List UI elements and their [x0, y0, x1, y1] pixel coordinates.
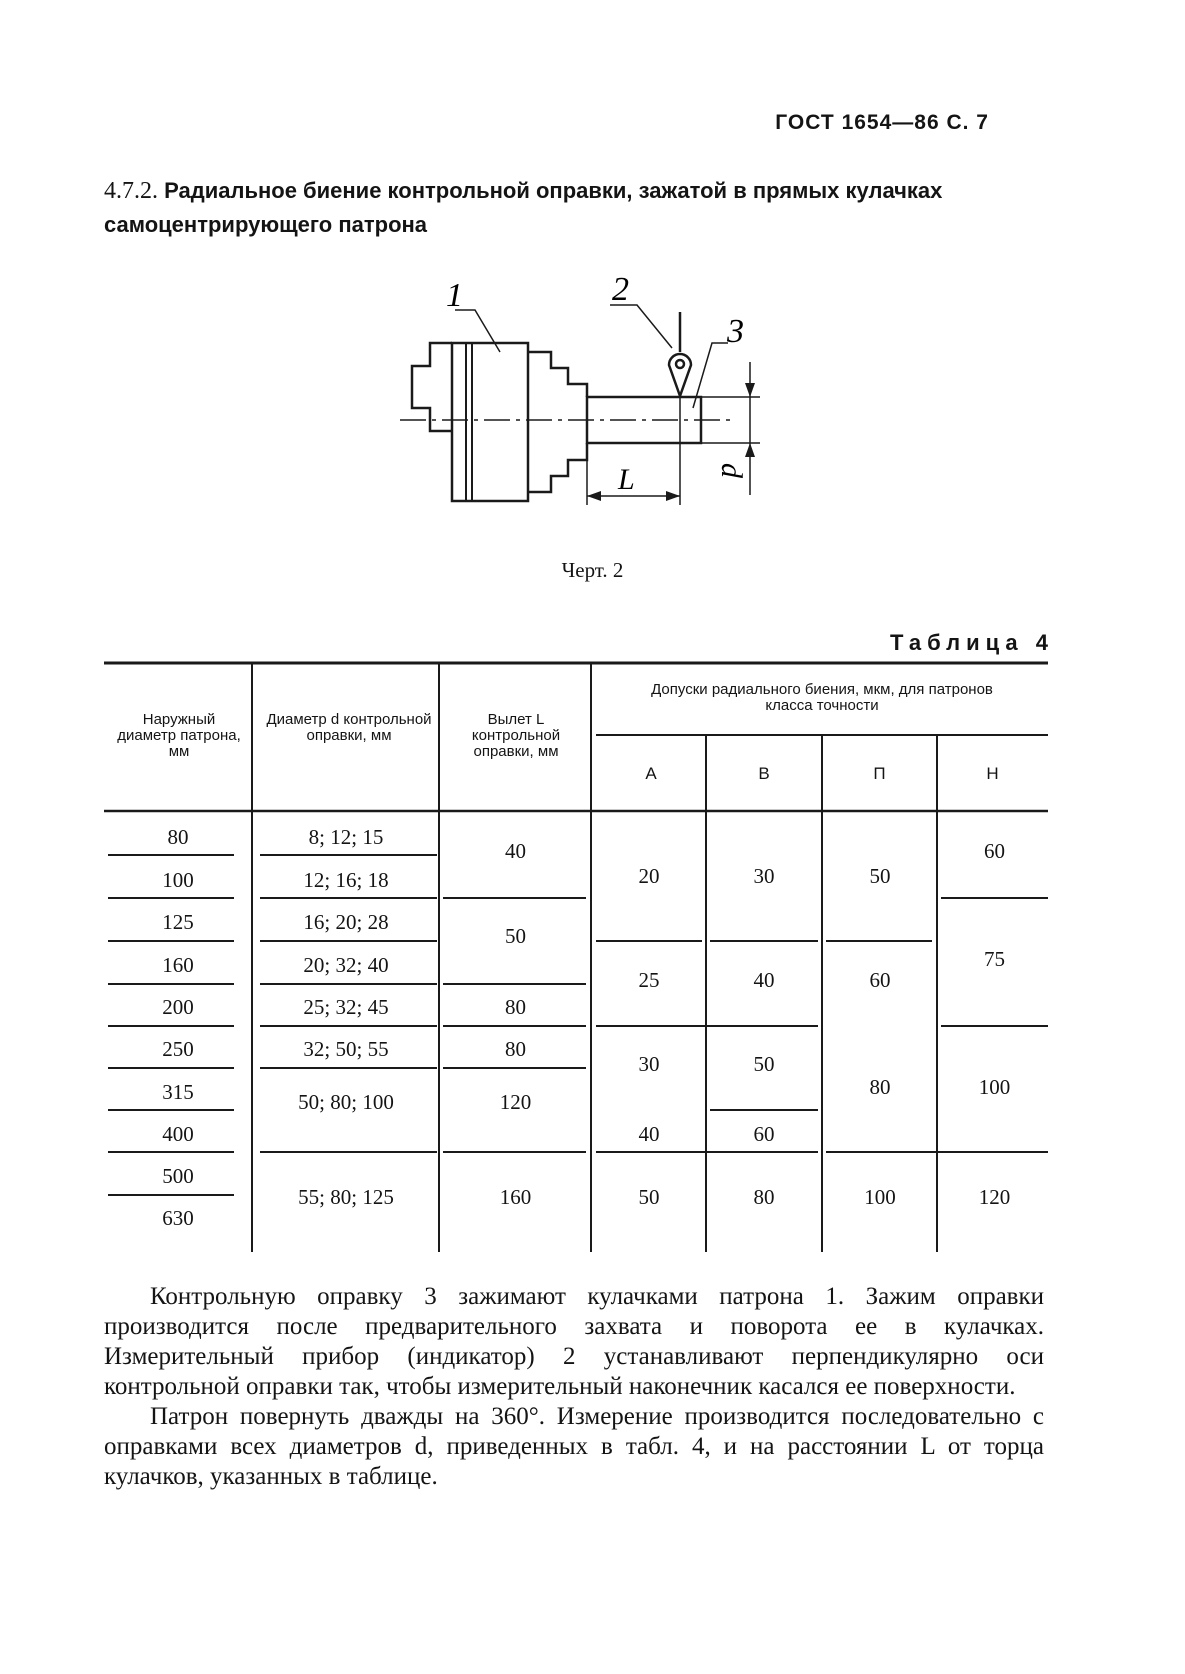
page-reference: ГОСТ 1654—86 С. 7 [775, 111, 989, 134]
cell-outer-diameter: 500 [162, 1164, 194, 1188]
cell-class-h: 75 [984, 947, 1005, 971]
table-label: Таблица 4 [889, 630, 1054, 655]
cell-mandrel-diameter: 32; 50; 55 [303, 1037, 389, 1061]
cell-mandrel-diameter: 8; 12; 15 [308, 825, 384, 849]
cell-class-a: 25 [638, 968, 660, 992]
figure-caption: Черт. 2 [561, 558, 624, 582]
header-tolerance-group: Допуски радиального биения, мкм, для патронов класса точности [651, 681, 993, 714]
cell-class-b: 60 [753, 1122, 775, 1146]
label-dim-L: L [618, 463, 635, 496]
cell-overhang: 80 [505, 1037, 526, 1061]
label-part-3: 3 [727, 313, 744, 350]
cell-outer-diameter: 80 [167, 825, 189, 849]
cell-class-b: 80 [753, 1185, 775, 1209]
header-overhang: Вылет L контрольной оправки, мм [471, 711, 561, 760]
header-class-a: А [645, 764, 657, 783]
cell-overhang: 80 [505, 995, 526, 1019]
label-part-2: 2 [612, 271, 629, 308]
label-part-1: 1 [446, 277, 463, 314]
cell-class-b: 40 [753, 968, 775, 992]
header-class-h: Н [986, 764, 999, 783]
cell-outer-diameter: 630 [162, 1206, 194, 1230]
section-title: Радиальное биение контрольной оправки, зажатой в прямых кулачках самоцентрирующего патрона [104, 178, 943, 237]
cell-overhang: 40 [505, 839, 526, 863]
cell-class-b: 50 [753, 1052, 775, 1076]
paragraph: Контрольную оправку 3 зажимают кулачками патрона 1. Зажим оправки производится после предварительного захвата и поворота ее в кулачках. Измерительный прибор (индикатор) 2 устанавливают перпендикулярно оси контрольной оправки так, чтобы измерительный наконечник касался ее поверхности. [104, 1283, 1044, 1400]
cell-overhang: 120 [499, 1090, 532, 1114]
cell-class-h: 120 [978, 1185, 1011, 1209]
cell-class-b: 30 [753, 864, 775, 888]
cell-outer-diameter: 315 [162, 1080, 194, 1104]
cell-outer-diameter: 200 [162, 995, 194, 1019]
header-class-b: В [758, 764, 770, 783]
header-class-p: П [873, 764, 886, 783]
cell-mandrel-diameter: 12; 16; 18 [303, 868, 389, 892]
cell-outer-diameter: 125 [162, 910, 194, 934]
cell-class-a: 20 [638, 864, 660, 888]
cell-overhang: 50 [505, 924, 526, 948]
cell-class-p: 60 [869, 968, 891, 992]
section-number: 4.7.2. [104, 178, 158, 204]
cell-class-a: 40 [638, 1122, 660, 1146]
cell-outer-diameter: 400 [162, 1122, 194, 1146]
label-dim-d: d [715, 463, 748, 478]
header-outer-diameter: Наружный диаметр патрона, мм [117, 711, 241, 760]
cell-class-a: 30 [638, 1052, 660, 1076]
cell-mandrel-diameter: 16; 20; 28 [303, 910, 389, 934]
cell-outer-diameter: 100 [162, 868, 194, 892]
cell-overhang: 160 [499, 1185, 532, 1209]
cell-mandrel-diameter: 50; 80; 100 [298, 1090, 394, 1114]
cell-class-h: 60 [984, 839, 1005, 863]
cell-class-h: 100 [978, 1075, 1011, 1099]
header-mandrel-diameter: Диаметр d контрольной оправки, мм [266, 711, 432, 744]
cell-outer-diameter: 250 [162, 1037, 194, 1061]
paragraph: Патрон повернуть дважды на 360°. Измерение производится последовательно с оправками всех диаметров d, приведенных в табл. 4, и на расстоянии L от торца кулачков, указанных в таблице. [104, 1403, 1044, 1490]
cell-mandrel-diameter: 25; 32; 45 [303, 995, 389, 1019]
body-text [104, 1282, 1044, 1492]
cell-outer-diameter: 160 [162, 953, 194, 977]
cell-mandrel-diameter: 20; 32; 40 [303, 953, 389, 977]
cell-mandrel-diameter: 55; 80; 125 [298, 1185, 394, 1209]
cell-class-p: 100 [864, 1185, 896, 1209]
cell-class-p: 50 [869, 864, 891, 888]
cell-class-p: 80 [869, 1075, 891, 1099]
cell-class-a: 50 [638, 1185, 660, 1209]
